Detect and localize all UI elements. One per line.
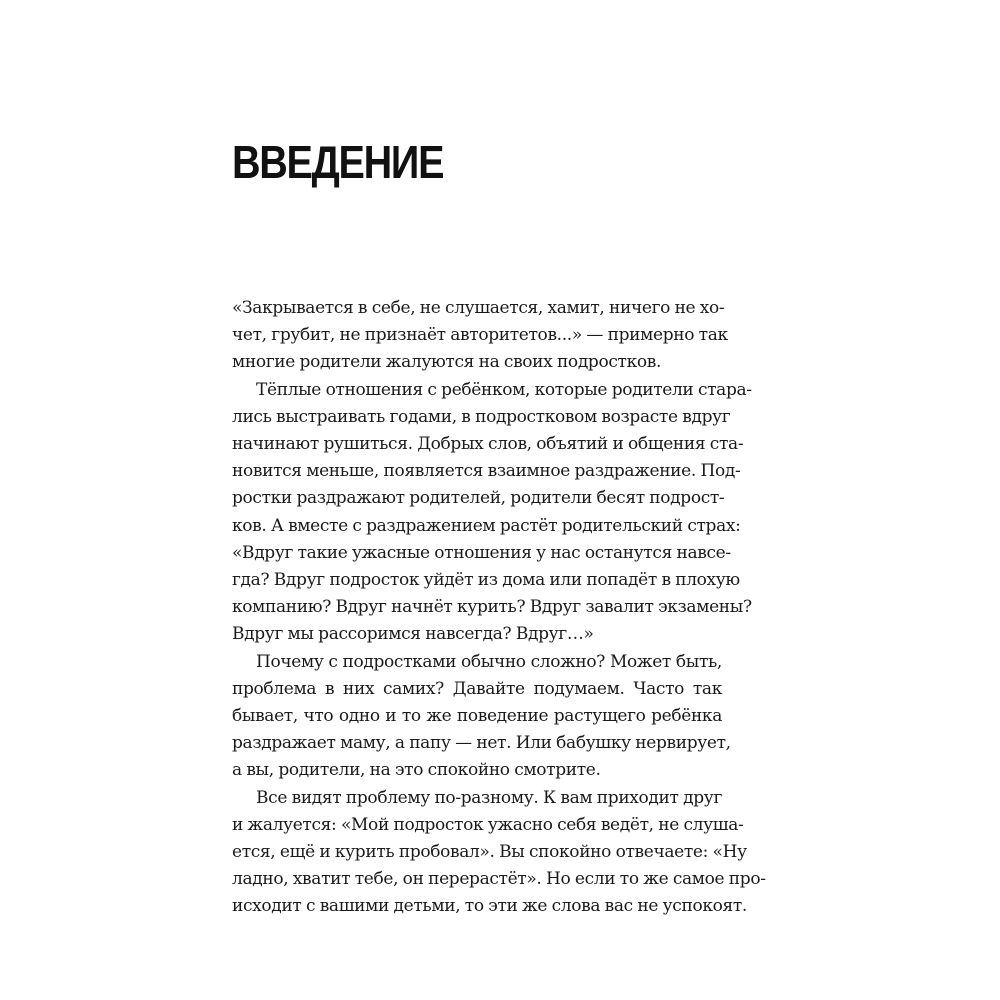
text-line: бывает, что одно и то же поведение растущего ребёнка	[232, 706, 722, 727]
text-line: ладно, хватит тебе, он перерастёт». Но если то же самое про-	[232, 869, 766, 890]
text-line: исходит с вашими детьми, то эти же слова вас не успокоят.	[232, 896, 747, 917]
text-line: новится меньше, появляется взаимное раздражение. Под-	[232, 461, 741, 482]
chapter-title: ВВЕДЕНИЕ	[232, 136, 444, 188]
text-line: а вы, родители, на это спокойно смотрите.	[232, 760, 601, 781]
paragraph-3	[232, 649, 731, 785]
text-line: компанию? Вдруг начнёт курить? Вдруг завалит экзамены?	[232, 597, 752, 618]
text-line: лись выстраивать годами, в подростковом возрасте вдруг	[232, 406, 731, 427]
text-line: Все видят проблему по-разному. К вам приходит друг	[256, 787, 722, 808]
text-line: чет, грубит, не признаёт авторитетов...» — примерно так	[232, 325, 728, 346]
text-line: ков. А вместе с раздражением растёт родительский страх:	[232, 515, 741, 536]
text-line: Почему с подростками обычно сложно? Может быть,	[256, 651, 722, 672]
text-line: Тёплые отношения с ребёнком, которые родители стара-	[256, 379, 752, 400]
text-line: Вдруг мы рассоримся навсегда? Вдруг…»	[232, 624, 594, 645]
text-line: «Закрывается в себе, не слушается, хамит, ничего не хо-	[232, 298, 725, 318]
paragraph-2	[232, 377, 752, 649]
text-line: «Вдруг такие ужасные отношения у нас останутся навсе-	[232, 542, 731, 563]
text-line: начинают рушиться. Добрых слов, объятий и общения ста-	[232, 434, 744, 455]
body-text	[232, 295, 766, 921]
text-line: ется, ещё и курить пробовал». Вы спокойно отвечаете: «Ну	[232, 842, 747, 863]
text-line: проблема в них самих? Давайте подумаем. Часто так	[232, 678, 722, 699]
text-line: раздражает маму, а папу — нет. Или бабушку нервирует,	[232, 733, 731, 754]
paragraph-1	[232, 295, 728, 377]
paragraph-4	[232, 785, 766, 921]
text-line: гда? Вдруг подросток уйдёт из дома или попадёт в плохую	[232, 570, 740, 591]
text-line: ростки раздражают родителей, родители бесят подрост-	[232, 488, 725, 509]
text-line: многие родители жалуются на своих подростков.	[232, 352, 662, 373]
text-line: и жалуется: «Мой подросток ужасно себя ведёт, не слуша-	[232, 814, 744, 835]
